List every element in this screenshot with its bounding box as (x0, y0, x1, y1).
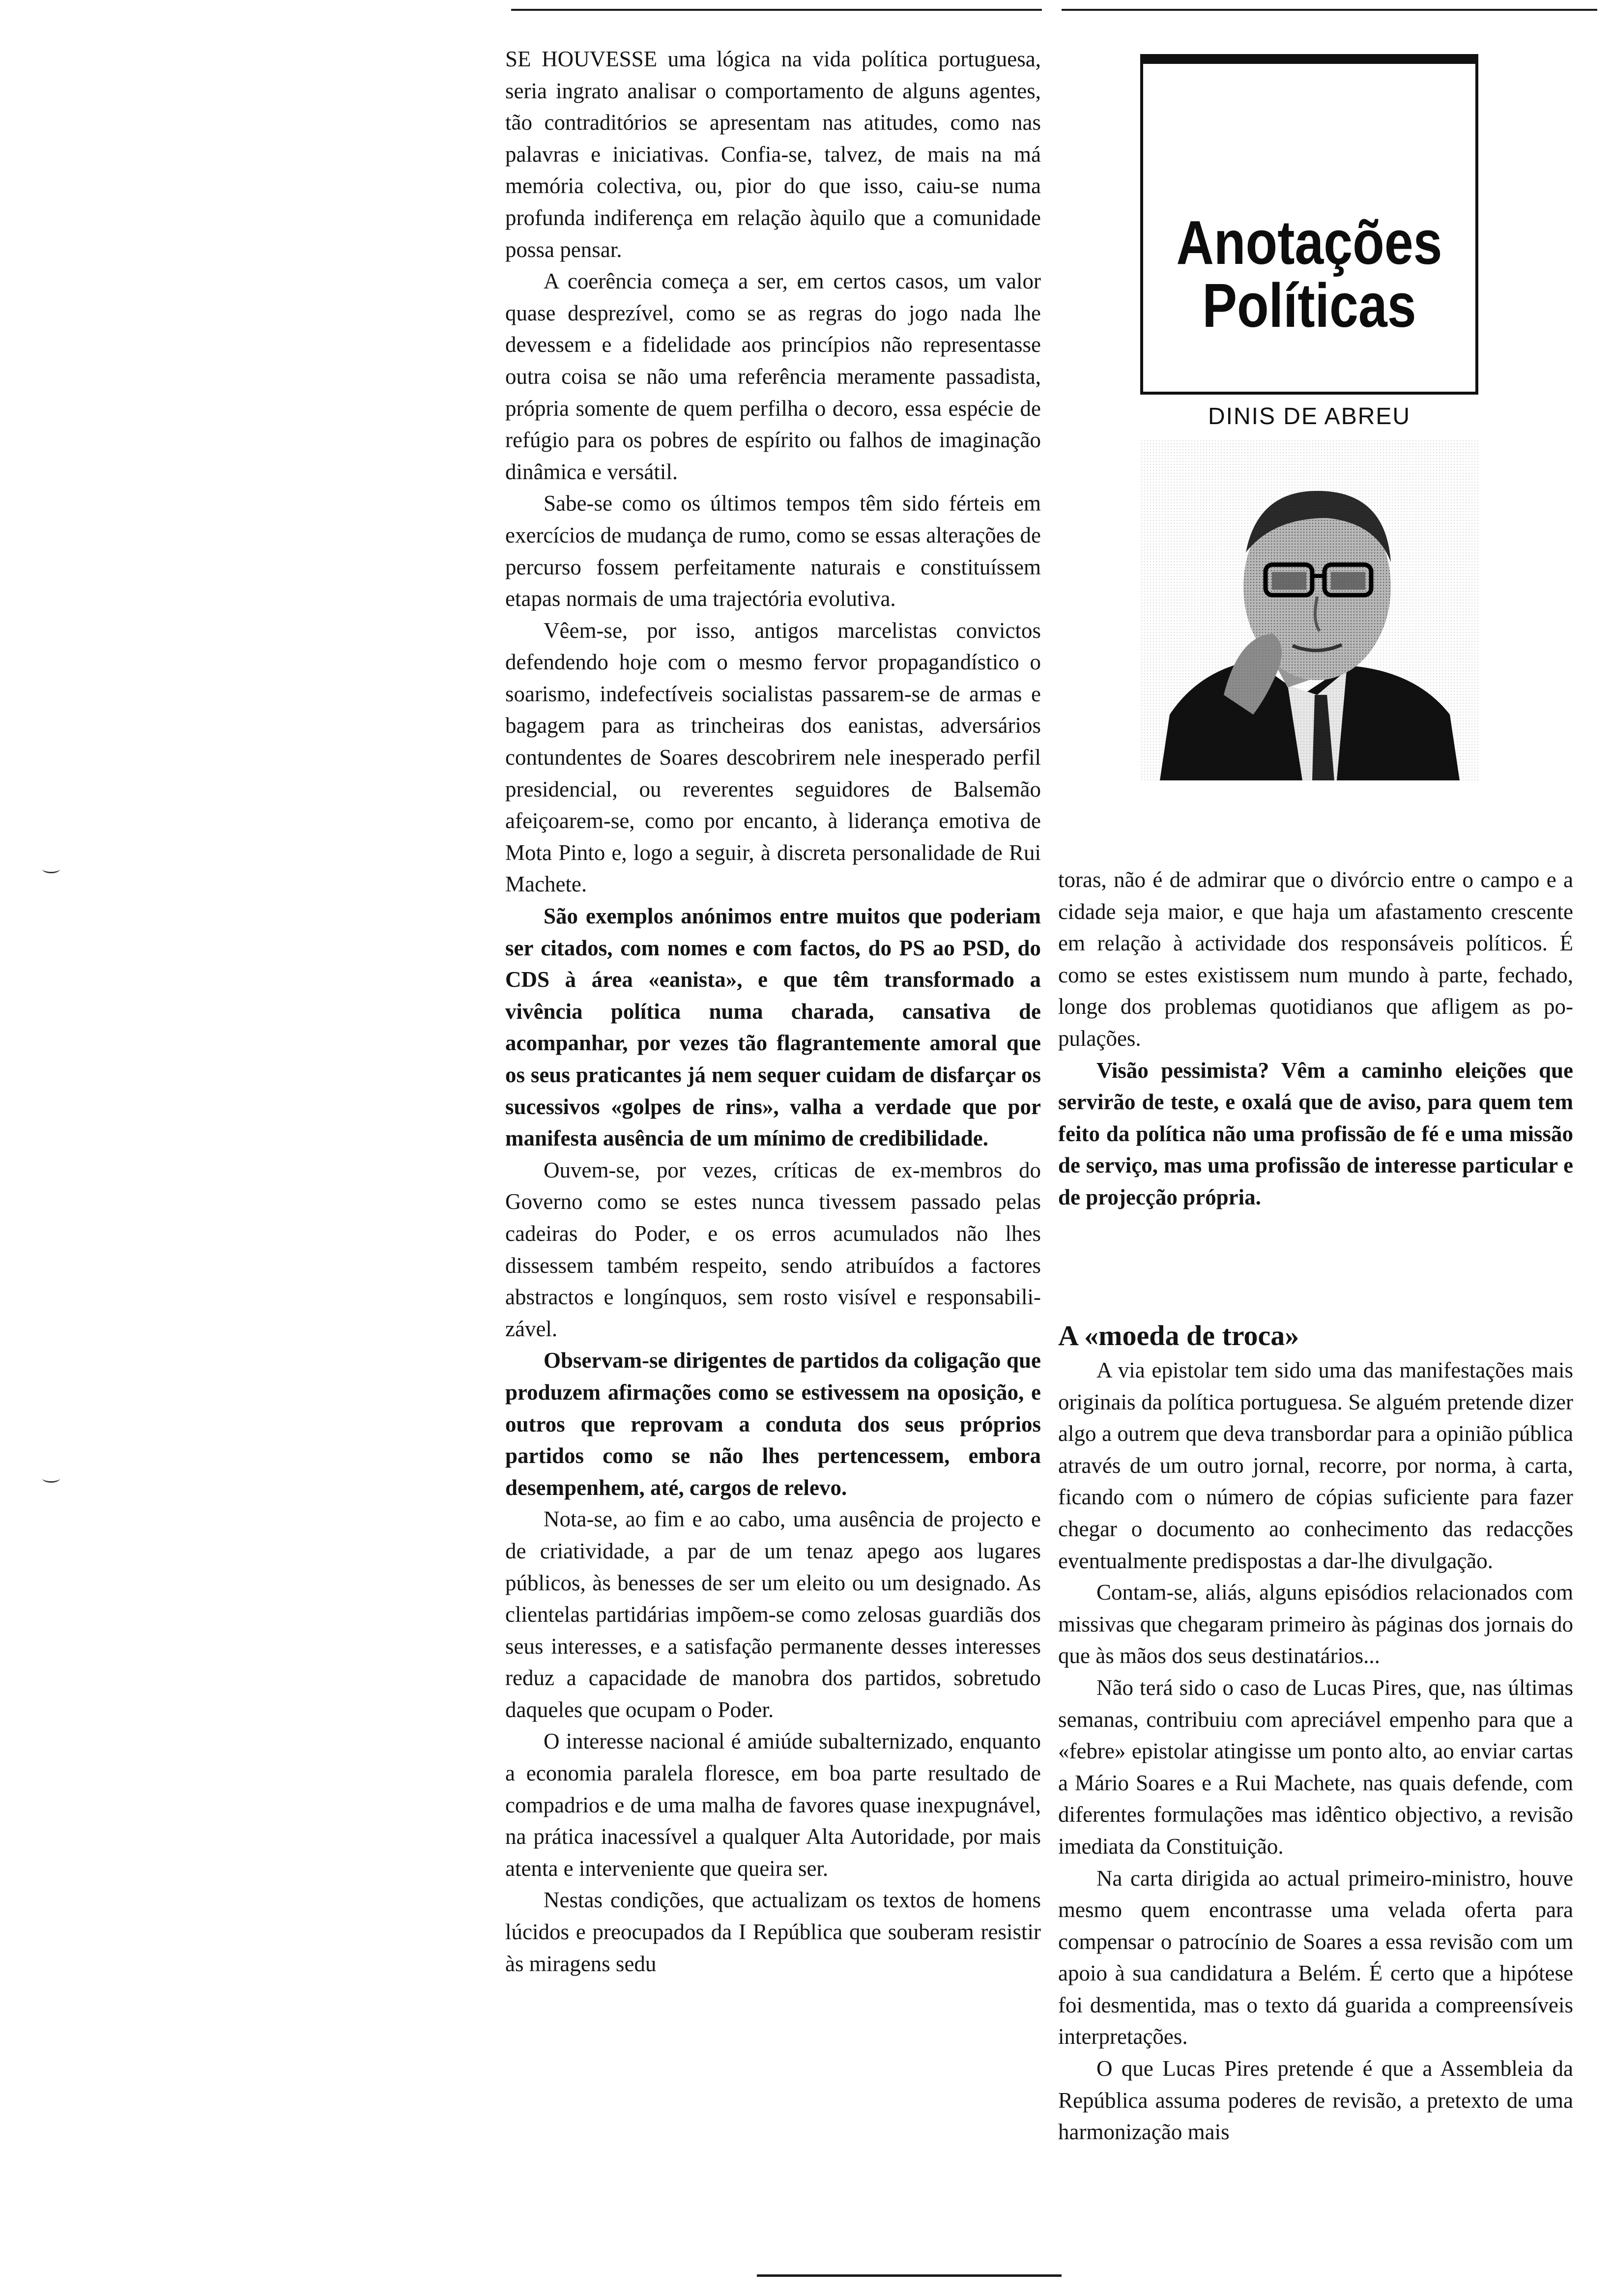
column-header-box (1140, 54, 1478, 395)
margin-mark (42, 865, 60, 873)
paragraph: Nestas condições, que actualizam os textos de homens lúcidos e preocupados da I República que souberam resistir às miragens sedu (505, 1888, 1041, 1976)
paragraph: São exemplos anónimos entre muitos que poderiam ser citados, com nomes e com factos, do PS ao PSD, do CDS à área «eanista», e que têm transformado a vivência política numa charada, cansativa de acompanhar, por vezes tão flagrantemente amoral que os seus praticantes já nem sequer cuidam de disfarçar os sucessivos «golpes de rins», valha a verdade que por manifesta ausência de um mínimo de credibilidade. (505, 904, 1041, 1151)
paragraph: Nota-se, ao fim e ao cabo, uma ausência de projecto e de criatividade, a par de um tenaz apego aos lugares públicos, às benesses de ser um eleito ou um designado. As clientelas partidárias impõem-se como zelosas guardiãs dos seus interesses, e a satisfação permanente desses interesses reduz a capacidade de manobra dos partidos, sobretudo daqueles que ocupam o Poder. (505, 1507, 1041, 1722)
author-photo (1140, 439, 1478, 780)
paragraph: SE HOUVESSE uma lógica na vida política portuguesa, seria ingrato analisar o comportamento de alguns agentes, tão contraditórios se apresentam nas atitudes, como nas palavras e iniciativas. Confia-se, talvez, de mais na má memória colectiva, ou, pior do que isso, caiu-se numa profunda indiferença em relação àquilo que a comunidade possa pensar. (505, 47, 1041, 262)
paragraph: Ouvem-se, por vezes, críticas de ex-membros do Governo como se estes nunca tivessem passado pelas cadeiras do Poder, e os erros acumulados não lhes dissessem também respeito, sendo atribuídos a factores abstractos e longínquos, sem rosto visível e responsabilizável. (505, 1157, 1041, 1341)
paragraph: Observam-se dirigentes de partidos da coligação que produzem afirmações como se estivessem na oposição, e outros que reprovam a conduta dos seus próprios partidos como se não lhes pertencessem, embora desempenhem, até, cargos de relevo. (505, 1348, 1041, 1500)
paragraph: toras, não é de admirar que o divórcio entre o campo e a cidade seja maior, e que haja um afastamento crescente em relação à actividade dos responsáveis políticos. É como se estes existissem num mundo à parte, fechado, longe dos problemas quotidianos que afligem as populações. (1058, 867, 1573, 1051)
top-rule (511, 9, 1042, 11)
paragraph: O interesse nacional é amiúde subalternizado, enquanto a economia paralela floresce, em boa parte resultado de compadrios e de uma malha de favores quase inexpugnável, na prática inacessível a qualquer Alta Autoridade, por mais atenta e interveniente que queira ser. (505, 1729, 1041, 1881)
paragraph: Contam-se, aliás, alguns episódios relacionados com missivas que chegaram primeiro às páginas dos jornais do que às mãos dos seus destinatários... (1058, 1580, 1573, 1668)
top-rule-right (1062, 9, 1597, 11)
author-byline: DINIS DE ABREU (1208, 403, 1411, 430)
paragraph: A coerência começa a ser, em certos casos, um valor quase desprezível, como se as regras do jogo nada lhe devessem e a fidelidade aos princípios não representasse outra coisa se não uma referência meramente passadista, própria somente de quem perfilha o decoro, essa espécie de refúgio para os pobres de espírito ou falhos de imaginação dinâmica e versátil. (505, 269, 1041, 484)
paragraph: Visão pessimista? Vêm a caminho eleições que servirão de teste, e oxalá que de aviso, para quem tem feito da política não uma profissão de fé e uma missão de serviço, mas uma profissão de interesse particular e de projecção própria. (1058, 1058, 1573, 1209)
paragraph: Sabe-se como os últimos tempos têm sido férteis em exercícios de mudança de rumo, como se essas alterações de percurso fossem perfeitamente naturais e constituíssem etapas normais de uma trajectória evolutiva. (505, 491, 1041, 611)
column-title (1170, 208, 1449, 340)
article-column-right-bottom (1058, 1317, 1573, 2148)
paragraph: Não terá sido o caso de Lucas Pires, que, nas últimas semanas, contribuiu com apreciável empenho para que a «febre» epistolar atingisse um ponto alto, ao enviar cartas a Mário Soares e a Rui Machete, nas quais defende, com diferentes formulações mas idêntico objectivo, a revisão imediata da Constituição. (1058, 1675, 1573, 1859)
article-column-left (505, 43, 1041, 1980)
paragraph: Vêem-se, por isso, antigos marcelistas convictos defendendo hoje com o mesmo fervor propagandístico o soarismo, indefectíveis socialistas passarem-se de armas e bagagem para as trincheiras dos eanistas, adversários contundentes de Soares descobrirem nele inesperado perfil presidencial, ou reverentes seguidores de Balsemão afeiçoarem-se, como por encanto, à liderança emotiva de Mota Pinto e, logo a seguir, à discreta personalidade de Rui Machete. (505, 618, 1041, 897)
column-title-line: Anotações (1176, 208, 1442, 277)
paragraph: O que Lucas Pires pretende é que a Assembleia da República assuma poderes de revisão, a pretexto de uma harmonização mais (1058, 2056, 1573, 2145)
section-subheading: A «moeda de troca» (1058, 1320, 1299, 1351)
margin-mark (42, 1474, 60, 1483)
paragraph: A via epistolar tem sido uma das manifestações mais originais da política portuguesa. Se alguém pretende dizer algo a outrem que deva transbordar para a opinião pública através de um outro jornal, recorre, por norma, à carta, ficando com o número de cópias suficiente para fazer chegar o documento ao conhecimento das redacções eventualmente predispostas a dar-lhe divulgação. (1058, 1358, 1573, 1573)
article-column-right-top (1058, 864, 1573, 1213)
paragraph: Na carta dirigida ao actual primeiro-ministro, houve mesmo quem encontrasse uma velada oferta para compensar o patrocínio de Soares a essa revisão com um apoio à sua candidatura a Belém. É certo que a hipótese foi desmentida, mas o texto dá guarida a compreensíveis interpretações. (1058, 1866, 1573, 2049)
column-title-line: Políticas (1202, 271, 1416, 340)
bottom-rule (757, 2274, 1062, 2277)
